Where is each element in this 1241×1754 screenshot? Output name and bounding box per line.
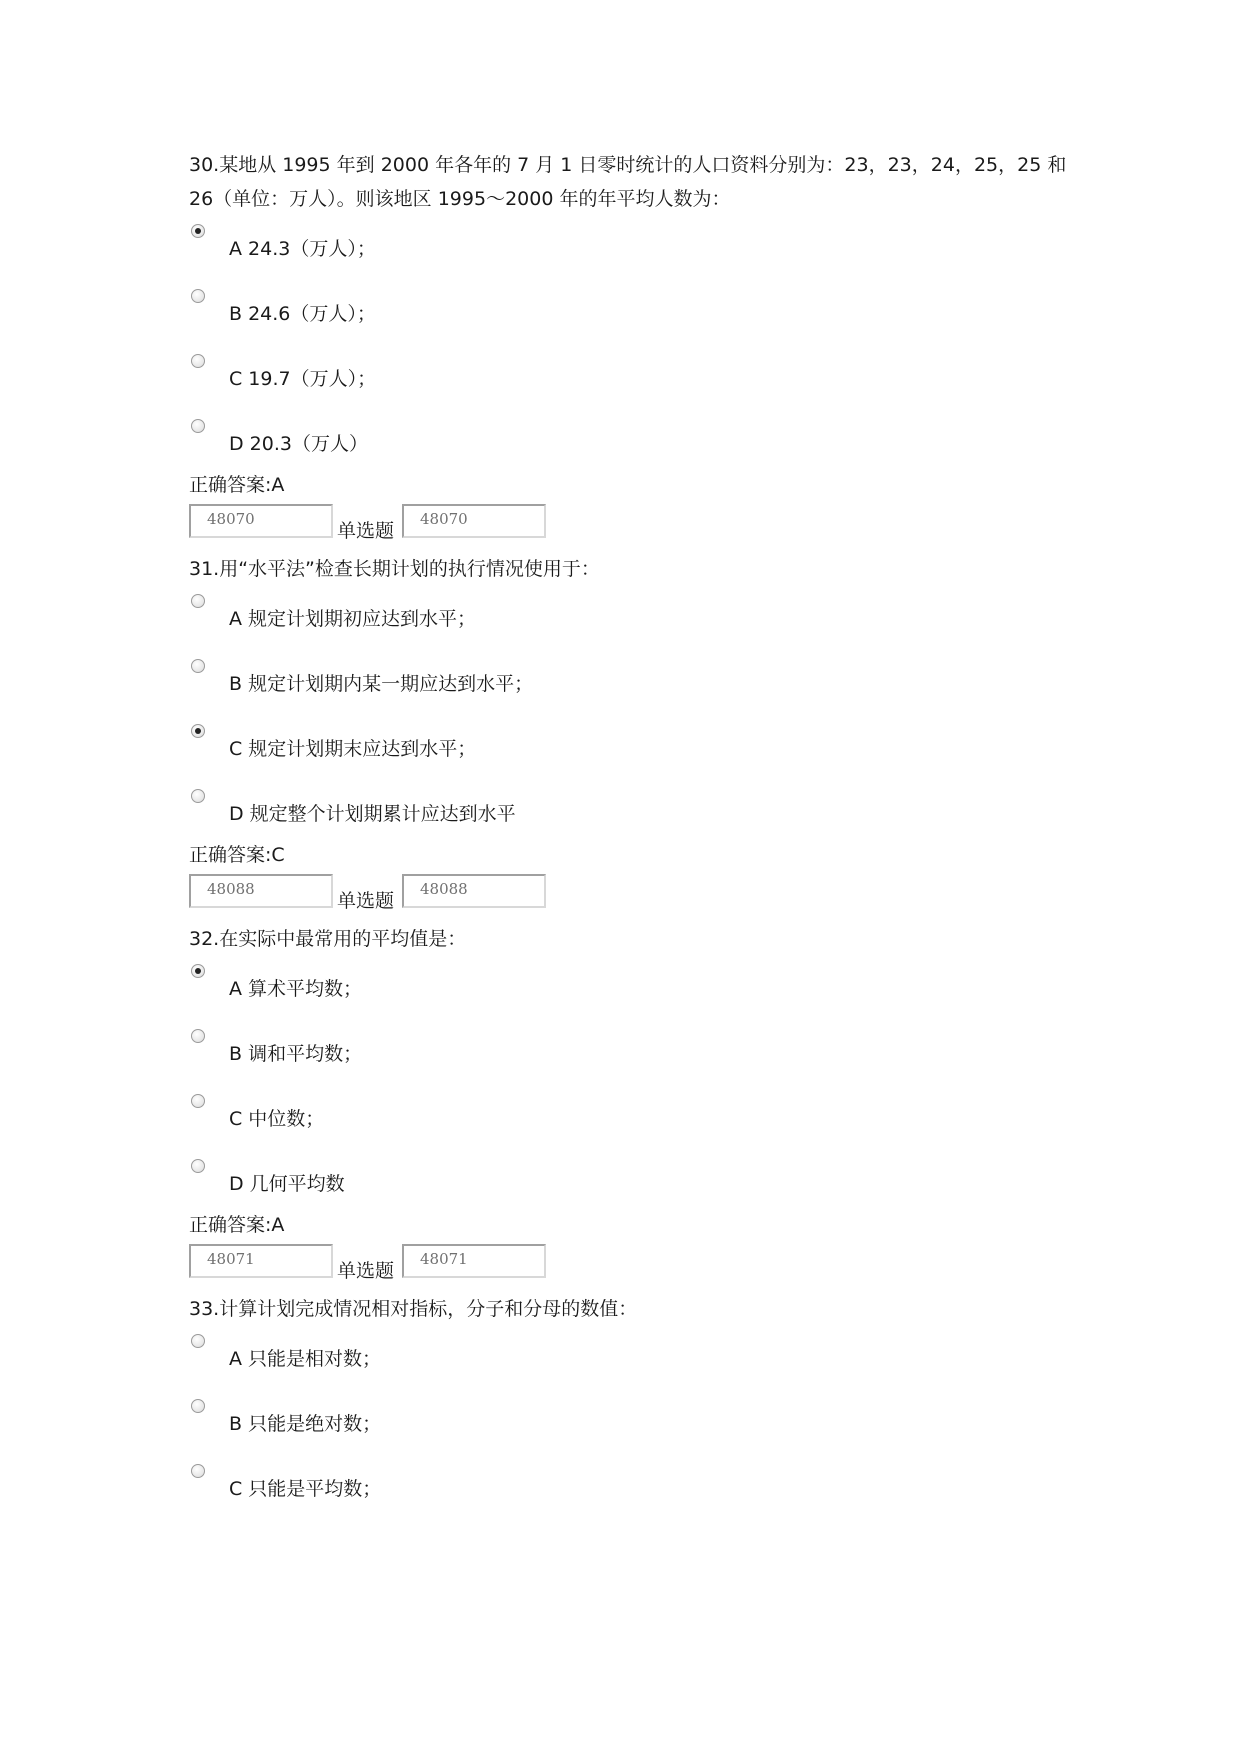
question-type: 单选题 (337, 520, 395, 542)
option-label: C 中位数； (229, 1108, 325, 1130)
option-label: B 调和平均数； (229, 1043, 363, 1065)
question-id-field[interactable]: 48070 (189, 504, 333, 538)
quiz-document (189, 148, 1089, 1521)
option-b[interactable] (189, 281, 1089, 346)
option-c[interactable] (189, 1086, 1089, 1151)
question-stem: 31.用“水平法”检查长期计划的执行情况使用于： (189, 558, 600, 580)
option-c[interactable] (189, 1456, 1089, 1521)
question-33 (189, 1292, 1089, 1521)
question-30 (189, 148, 1089, 552)
question-type: 单选题 (337, 890, 395, 912)
option-a[interactable] (189, 956, 1089, 1021)
option-label: A 规定计划期初应达到水平； (229, 608, 477, 630)
question-id-field[interactable]: 48088 (189, 874, 333, 908)
option-d[interactable] (189, 1151, 1089, 1216)
radio-icon[interactable] (191, 354, 205, 368)
question-type: 单选题 (337, 1260, 395, 1282)
radio-icon[interactable] (191, 1334, 205, 1348)
option-label: C 规定计划期末应达到水平； (229, 738, 477, 760)
radio-checked-icon[interactable] (191, 224, 205, 238)
option-label: D 几何平均数 (229, 1173, 345, 1195)
radio-icon[interactable] (191, 1094, 205, 1108)
option-label: D 规定整个计划期累计应达到水平 (229, 803, 516, 825)
question-id-field[interactable]: 48071 (189, 1244, 333, 1278)
question-stem: 33.计算计划完成情况相对指标，分子和分母的数值： (189, 1298, 638, 1320)
question-meta (189, 1244, 1089, 1292)
radio-icon[interactable] (191, 594, 205, 608)
option-a[interactable] (189, 586, 1089, 651)
option-c[interactable] (189, 346, 1089, 411)
option-b[interactable] (189, 1391, 1089, 1456)
option-c[interactable] (189, 716, 1089, 781)
option-label: C 19.7（万人）； (229, 368, 377, 390)
option-label: B 规定计划期内某一期应达到水平； (229, 673, 534, 695)
radio-icon[interactable] (191, 1399, 205, 1413)
question-meta (189, 874, 1089, 922)
radio-icon[interactable] (191, 419, 205, 433)
correct-answer: 正确答案:A (189, 1214, 285, 1236)
question-meta (189, 504, 1089, 552)
question-id-field[interactable]: 48088 (402, 874, 546, 908)
option-a[interactable] (189, 1326, 1089, 1391)
option-label: A 24.3（万人）； (229, 238, 376, 260)
option-label: B 24.6（万人）； (229, 303, 376, 325)
radio-checked-icon[interactable] (191, 724, 205, 738)
correct-answer: 正确答案:A (189, 474, 285, 496)
question-31 (189, 552, 1089, 922)
radio-icon[interactable] (191, 1464, 205, 1478)
radio-icon[interactable] (191, 789, 205, 803)
question-32 (189, 922, 1089, 1292)
question-stem: 32.在实际中最常用的平均值是： (189, 928, 467, 950)
correct-answer: 正确答案:C (189, 844, 285, 866)
question-stem: 30.某地从 1995 年到 2000 年各年的 7 月 1 日零时统计的人口资料分别为：23，23，24，25，25 和 26（单位：万人）。则该地区 1995～2000 年的年平均人数为： (189, 154, 1067, 210)
question-id-field[interactable]: 48070 (402, 504, 546, 538)
option-label: D 20.3（万人） (229, 433, 368, 455)
radio-icon[interactable] (191, 1159, 205, 1173)
radio-icon[interactable] (191, 289, 205, 303)
option-d[interactable] (189, 781, 1089, 846)
option-b[interactable] (189, 651, 1089, 716)
option-a[interactable] (189, 216, 1089, 281)
option-label: A 只能是相对数； (229, 1348, 382, 1370)
radio-checked-icon[interactable] (191, 964, 205, 978)
option-label: B 只能是绝对数； (229, 1413, 382, 1435)
option-d[interactable] (189, 411, 1089, 476)
radio-icon[interactable] (191, 1029, 205, 1043)
option-label: C 只能是平均数； (229, 1478, 382, 1500)
option-b[interactable] (189, 1021, 1089, 1086)
question-id-field[interactable]: 48071 (402, 1244, 546, 1278)
radio-icon[interactable] (191, 659, 205, 673)
option-label: A 算术平均数； (229, 978, 363, 1000)
